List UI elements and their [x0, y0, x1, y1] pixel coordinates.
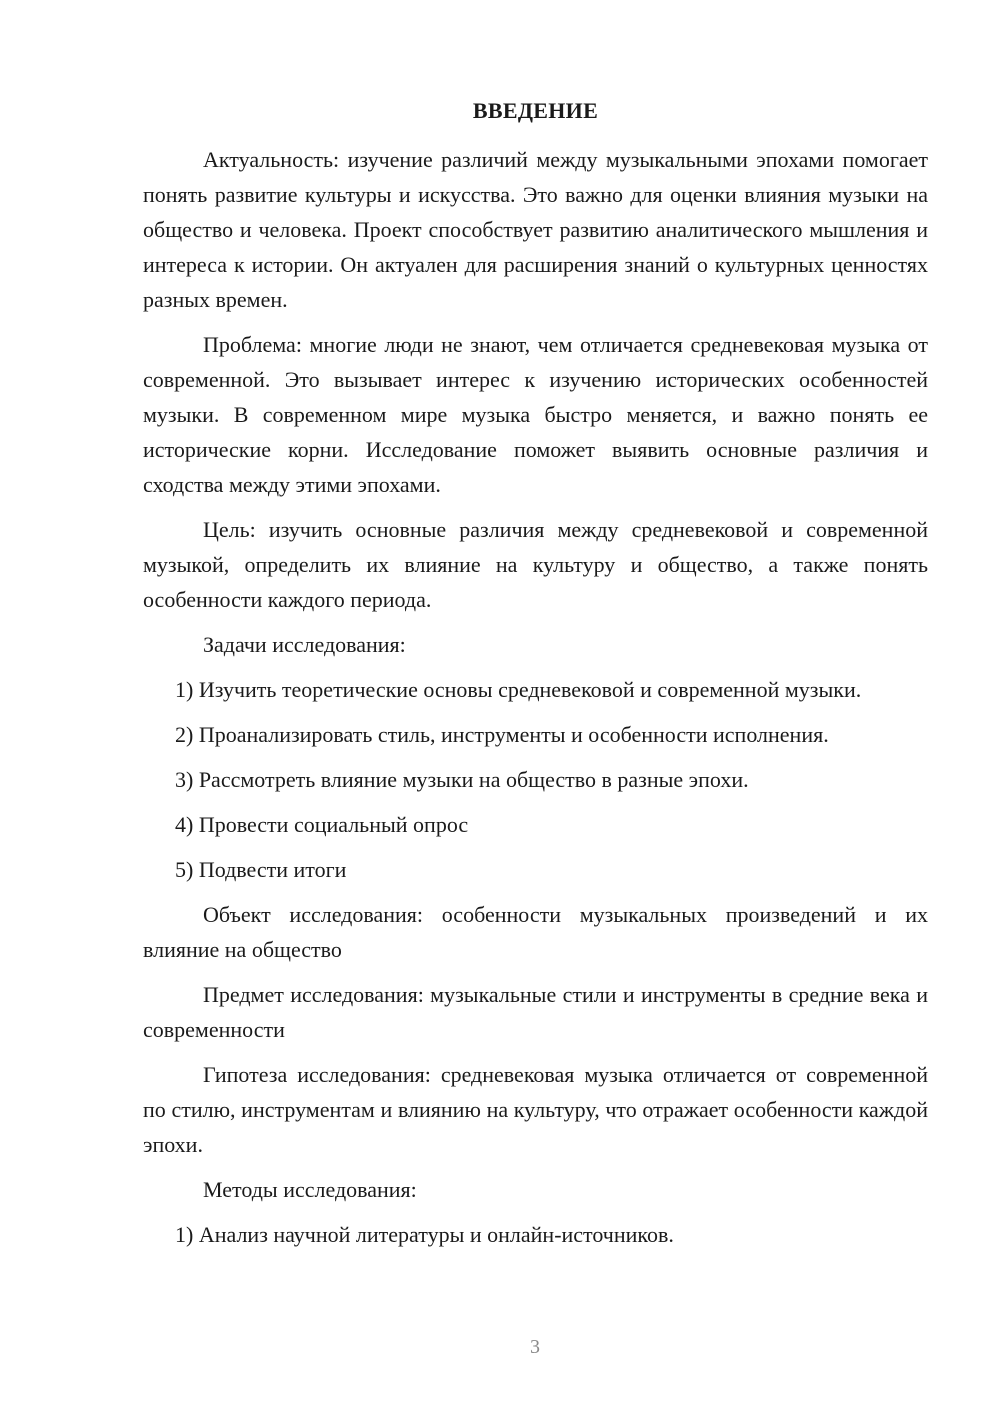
paragraph-hypothesis: Гипотеза исследования: средневековая музыка отличается от современной по стилю, инструментам и влиянию на культуру, что отражает особенности каждой эпохи.	[143, 1062, 928, 1157]
paragraph-goal: Цель: изучить основные различия между средневековой и современной музыкой, определить их влияние на культуру и общество, а также понять особенности каждого периода.	[143, 517, 928, 612]
page-title: ВВЕДЕНИЕ	[472, 98, 599, 123]
task-item-2: 2) Проанализировать стиль, инструменты и особенности исполнения.	[175, 722, 829, 747]
paragraph-object: Объект исследования: особенности музыкальных произведений и их влияние на общество	[143, 902, 928, 962]
paragraph-relevance: Актуальность: изучение различий между музыкальными эпохами помогает понять развитие культуры и искусства. Это важно для оценки влияния музыки на общество и человека. Проект способствует развитию аналитического мышления и интереса к истории. Он актуален для расширения знаний о культурных ценностях разных времен.	[143, 147, 928, 312]
tasks-heading: Задачи исследования:	[203, 632, 406, 657]
task-item-4: 4) Провести социальный опрос	[175, 812, 469, 837]
paragraph-subject: Предмет исследования: музыкальные стили и инструменты в средние века и современности	[143, 982, 928, 1042]
method-item-1: 1) Анализ научной литературы и онлайн-источников.	[175, 1222, 674, 1247]
paragraph-problem: Проблема: многие люди не знают, чем отличается средневековая музыка от современной. Это вызывает интерес к изучению исторических особенностей музыки. В современном мире музыка быстро меняется, и важно понять ее исторические корни. Исследование поможет выявить основные различия и сходства между этими эпохами.	[143, 332, 928, 497]
methods-heading: Методы исследования:	[203, 1177, 417, 1202]
task-item-1: 1) Изучить теоретические основы средневековой и современной музыки.	[175, 677, 862, 702]
task-item-5: 5) Подвести итоги	[175, 857, 347, 882]
task-item-3: 3) Рассмотреть влияние музыки на общество в разные эпохи.	[175, 767, 749, 792]
page-number: 3	[530, 1336, 540, 1358]
document-body	[143, 142, 928, 1262]
